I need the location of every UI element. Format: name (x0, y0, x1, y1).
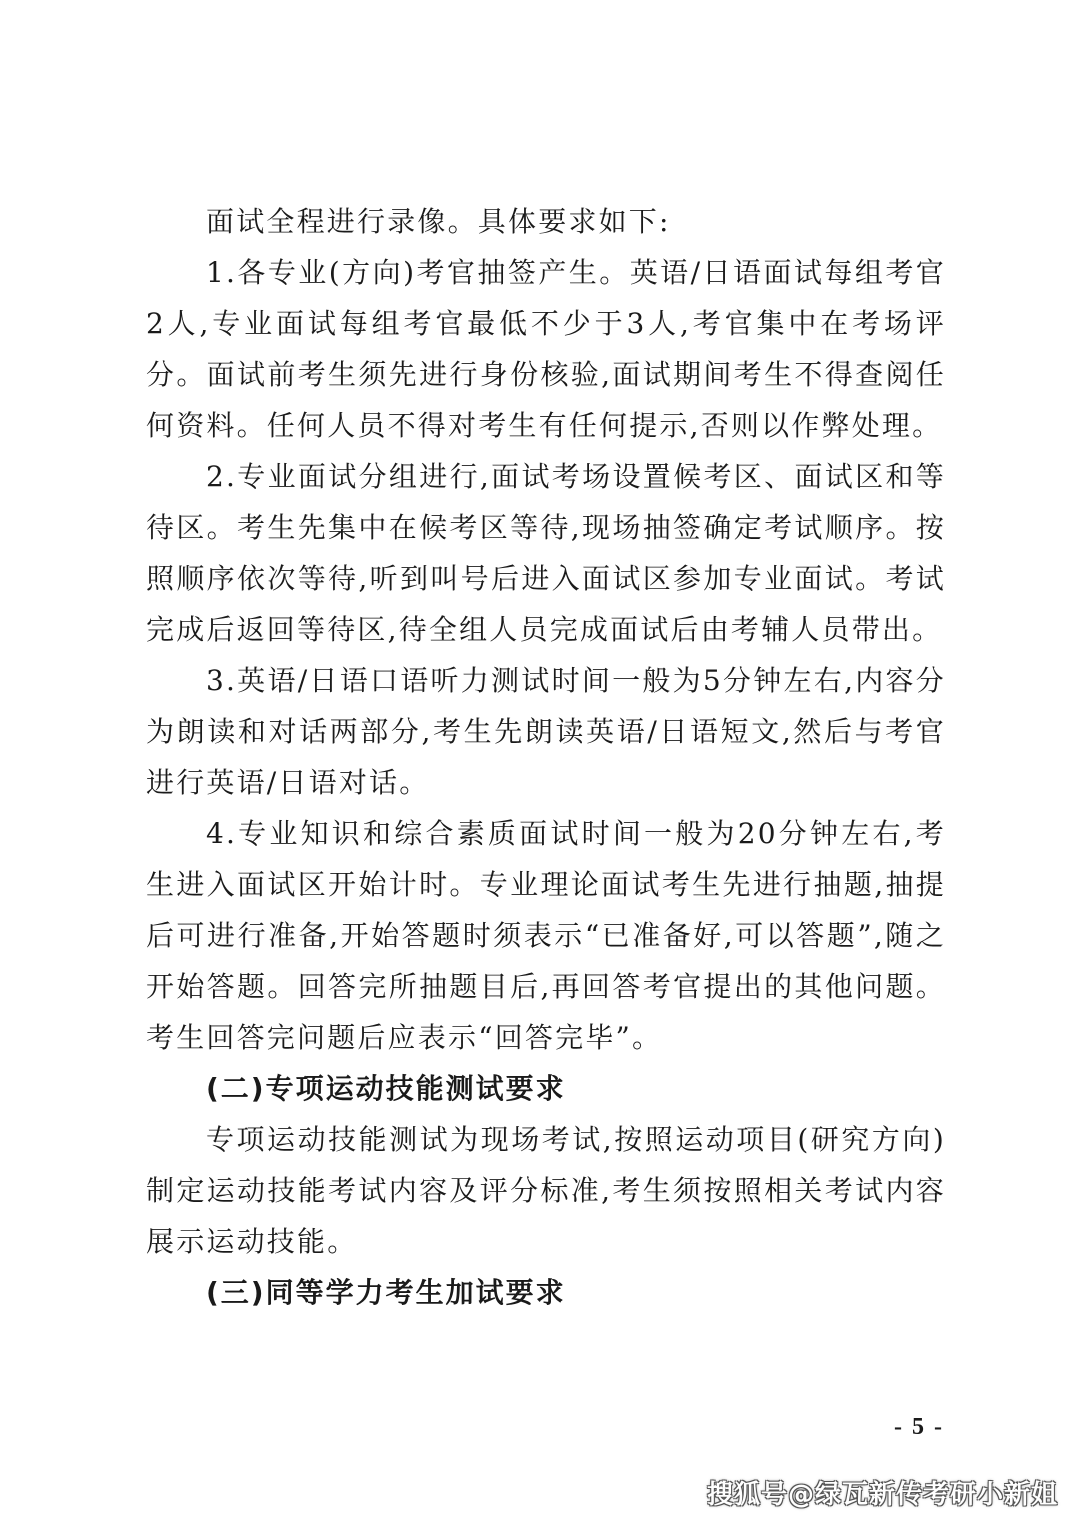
paragraph-item-4: 4.专业知识和综合素质面试时间一般为20分钟左右,考生进入面试区开始计时。专业理论面试考生先进行抽题,抽提后可进行准备,开始答题时须表示“已准备好,可以答题”,随之开始答题。回答完所抽题目后,再回答考官提出的其他问题。考生回答完问题后应表示“回答完毕”。 (146, 817, 946, 1054)
section-heading-2: (二)专项运动技能测试要求 (206, 1072, 566, 1105)
source-watermark: 搜狐号@绿瓦新传考研小新姐 (706, 1480, 1058, 1510)
document-body (146, 196, 946, 1318)
paragraph-sports-skills: 专项运动技能测试为现场考试,按照运动项目(研究方向)制定运动技能考试内容及评分标准,考生须按照相关考试内容展示运动技能。 (146, 1123, 946, 1258)
page-number: - 5 - (894, 1414, 944, 1440)
paragraph-intro: 面试全程进行录像。具体要求如下: (206, 205, 671, 238)
paragraph-item-1: 1.各专业(方向)考官抽签产生。英语/日语面试每组考官2人,专业面试每组考官最低不少于3人,考官集中在考场评分。面试前考生须先进行身份核验,面试期间考生不得查阅任何资料。任何人员不得对考生有任何提示,否则以作弊处理。 (146, 256, 946, 442)
section-heading-3: (三)同等学力考生加试要求 (206, 1276, 566, 1309)
paragraph-item-2: 2.专业面试分组进行,面试考场设置候考区、面试区和等待区。考生先集中在候考区等待,现场抽签确定考试顺序。按照顺序依次等待,听到叫号后进入面试区参加专业面试。考试完成后返回等待区,待全组人员完成面试后由考辅人员带出。 (146, 460, 946, 646)
paragraph-item-3: 3.英语/日语口语听力测试时间一般为5分钟左右,内容分为朗读和对话两部分,考生先朗读英语/日语短文,然后与考官进行英语/日语对话。 (146, 664, 946, 799)
